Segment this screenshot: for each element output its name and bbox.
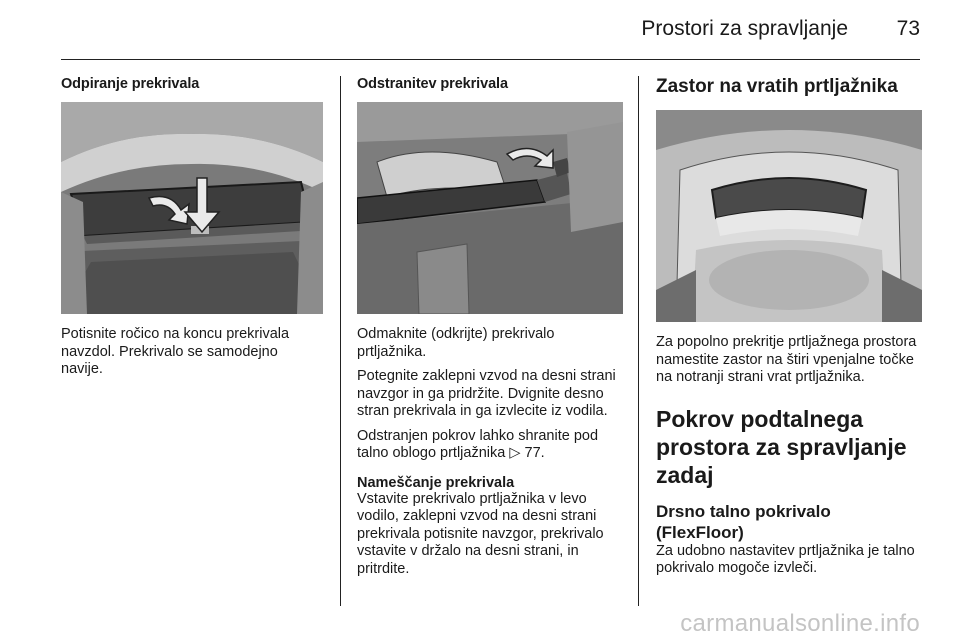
paragraph-install-instruction: Vstavite prekrivalo prtljažnika v levo vodilo, zaklepni vzvod na desni strani prekrivala potisnite navzgor, prekrivalo vstavite v držalo na desni strani, in pritrdite.: [357, 490, 604, 577]
tailgate-blind-illustration: [656, 110, 922, 322]
column-2: [357, 76, 623, 585]
column-divider-1: [340, 76, 341, 606]
page-reference-icon: ▷: [509, 445, 521, 461]
paragraph-storage-reference: [357, 428, 623, 463]
paragraph-tailgate-blind: Za popolno prekritje prtljažnega prostora namestite zastor na štiri vpenjalne točke na notranji strani vrat prtljažnika.: [656, 334, 917, 385]
page-reference-number[interactable]: 77.: [524, 445, 545, 461]
page-title: Prostori za spravljanje: [641, 17, 848, 40]
section-heading-installing-cover: Nameščanje prekrivala: [357, 474, 515, 491]
storage-reference-text: Odstranjen pokrov lahko shranite pod talno oblogo prtljažnika: [357, 427, 599, 461]
cargo-cover-open-illustration: [61, 102, 323, 314]
watermark: carmanualsonline.info: [680, 610, 920, 637]
paragraph-open-instruction: Potisnite ročico na koncu prekrivala navzdol. Prekrivalo se samodejno navije.: [61, 326, 290, 377]
paragraph-flexfloor: Za udobno nastavitev prtljažnika je talno pokrivalo mogoče izvleči.: [656, 542, 915, 576]
section-heading-removing-cover: Odstranitev prekrivala: [357, 76, 508, 92]
paragraph-remove-step-1: Odmaknite (odkrijte) prekrivalo prtljažnika.: [357, 326, 555, 360]
section-heading-underfloor-storage: Pokrov podtalnega prostora za spravljanje zadaj: [656, 405, 907, 488]
page-number: 73: [896, 17, 920, 40]
column-1: [61, 76, 323, 386]
column-divider-2: [638, 76, 639, 606]
subsection-heading-flexfloor: Drsno talno pokrivalo (FlexFloor): [656, 501, 831, 542]
cargo-cover-remove-illustration: [357, 102, 623, 314]
column-3: [656, 76, 922, 585]
header-divider: [61, 59, 920, 60]
paragraph-remove-step-2: Potegnite zaklepni vzvod na desni strani navzgor in ga pridržite. Dvignite desno stran prekrivala in ga izvlecite iz vodila.: [357, 368, 616, 419]
section-heading-opening-cover: Odpiranje prekrivala: [61, 76, 200, 92]
section-heading-tailgate-blind: Zastor na vratih prtljažnika: [656, 76, 898, 97]
